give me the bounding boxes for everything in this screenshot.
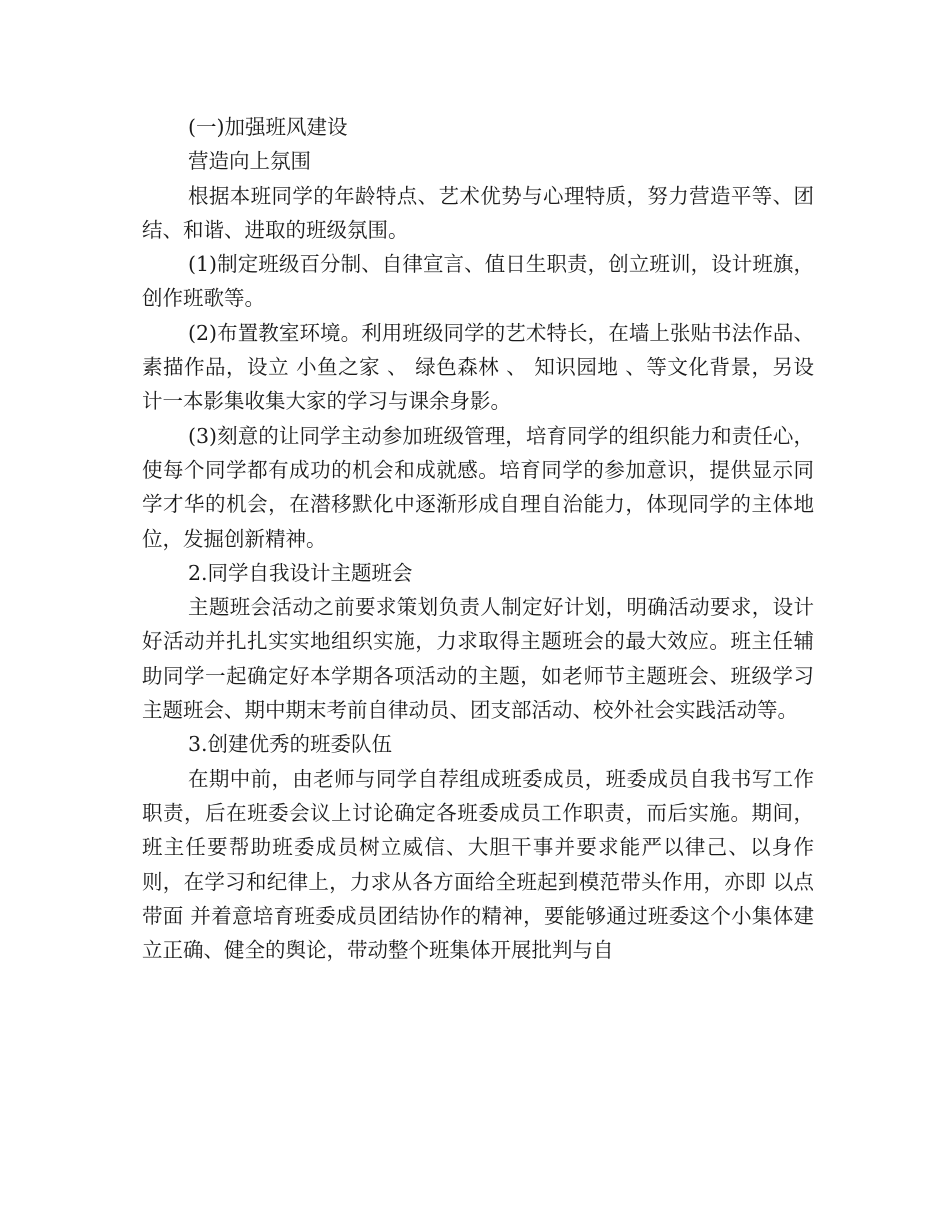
section-heading: 3.创建优秀的班委队伍 xyxy=(188,732,393,757)
section-heading: 2.同学自我设计主题班会 xyxy=(188,560,413,585)
list-item-paragraph: (1)制定班级百分制、自律宣言、值日生职责，创立班训，设计班旗，创作班歌等。 xyxy=(142,252,814,311)
body-paragraph: 根据本班同学的年龄特点、艺术优势与心理特质，努力营造平等、团结、和谐、进取的班级氛围。 xyxy=(142,183,814,242)
section-heading: (一)加强班风建设 xyxy=(188,115,348,139)
list-item-paragraph: (2)布置教室环境。利用班级同学的艺术特长，在墙上张贴书法作品、素描作品，设立 小鱼之家 、 绿色森林 、 知识园地 、等文化背景，另设计一本影集收集大家的学习与课余身影。 xyxy=(142,320,814,414)
body-paragraph: 在期中前，由老师与同学自荐组成班委成员，班委成员自我书写工作职责，后在班委会议上讨论确定各班委成员工作职责，而后实施。期间，班主任要帮助班委成员树立威信、大胆干事并要求能严以律己、以身作则，在学习和纪律上，力求从各方面给全班起到模范带头作用，亦即 以点带面 并着意培育班委成员团结协作的精神，要能够通过班委这个小集体建立正确、健全的舆论，带动整个班集体开展批判与自 xyxy=(142,766,814,963)
sub-heading: 营造向上氛围 xyxy=(188,149,311,174)
document-body xyxy=(142,110,814,967)
list-item-paragraph: (3)刻意的让同学主动参加班级管理，培育同学的组织能力和责任心，使每个同学都有成功的机会和成就感。培育同学的参加意识，提供显示同学才华的机会，在潜移默化中逐渐形成自理自治能力，体现同学的主体地位，发掘创新精神。 xyxy=(142,423,814,551)
body-paragraph: 主题班会活动之前要求策划负责人制定好计划，明确活动要求，设计好活动并扎扎实实地组织实施，力求取得主题班会的最大效应。班主任辅助同学一起确定好本学期各项活动的主题，如老师节主题班会、班级学习主题班会、期中期末考前自律动员、团支部活动、校外社会实践活动等。 xyxy=(142,595,814,723)
